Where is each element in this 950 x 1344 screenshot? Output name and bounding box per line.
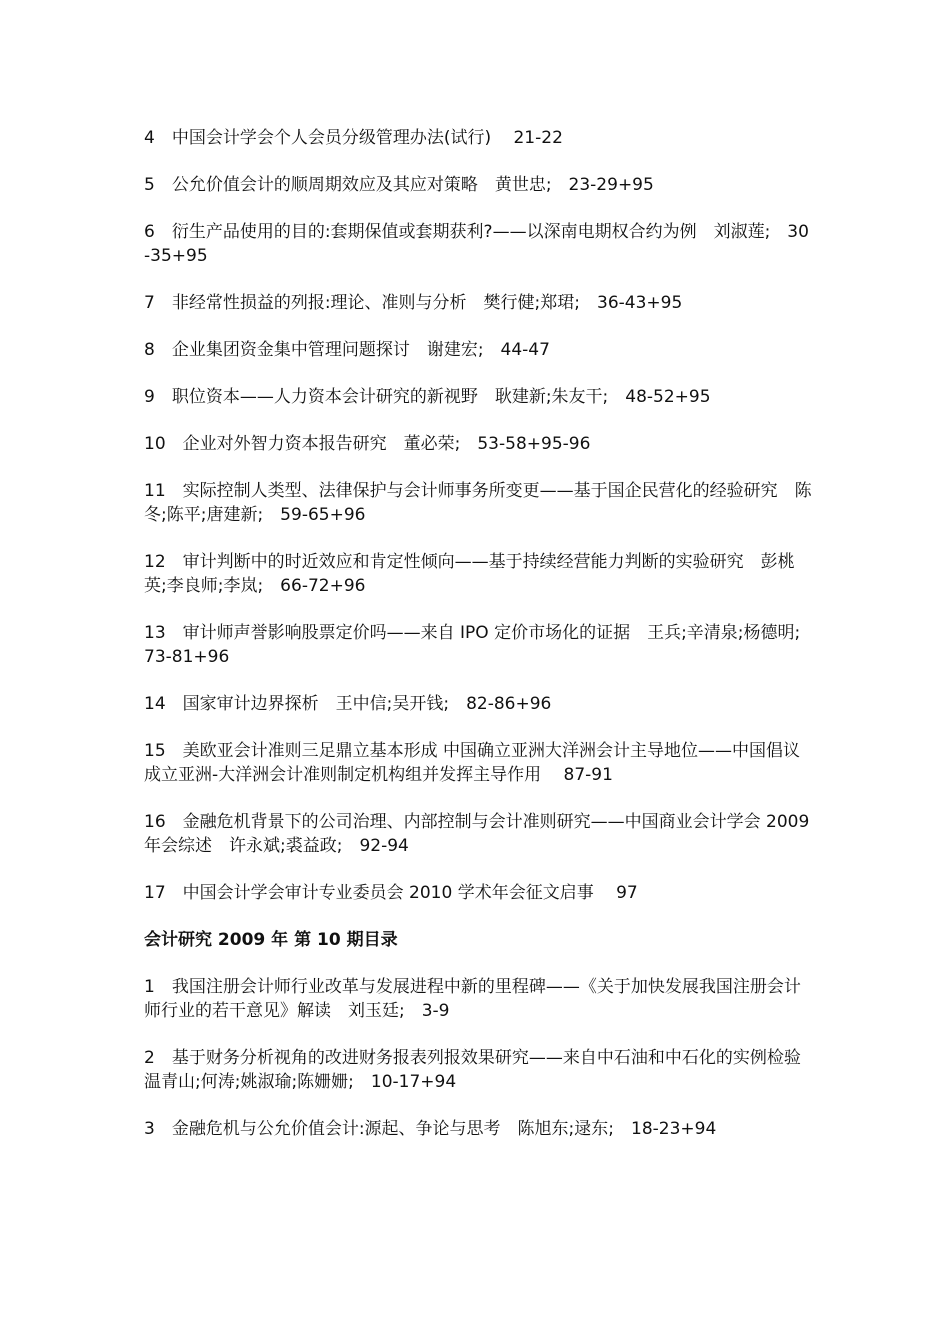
toc-entry-8: 8 企业集团资金集中管理问题探讨 谢建宏; 44-47 bbox=[144, 340, 550, 360]
toc-entry-11: 11 实际控制人类型、法律保护与会计师事务所变更——基于国企民营化的经验研究 陈冬;陈平;唐建新; 59-65+96 bbox=[144, 481, 812, 525]
toc-entry-6: 6 衍生产品使用的目的:套期保值或套期获利?——以深南电期权合约为例 刘淑莲; 30-35+95 bbox=[144, 222, 809, 266]
toc-entry-7: 7 非经常性损益的列报:理论、准则与分析 樊行健;郑珺; 36-43+95 bbox=[144, 293, 683, 313]
toc-entry-4: 4 中国会计学会个人会员分级管理办法(试行) 21-22 bbox=[144, 128, 563, 148]
toc-entry-12: 12 审计判断中的时近效应和肯定性倾向——基于持续经营能力判断的实验研究 彭桃英;李良师;李岚; 66-72+96 bbox=[144, 552, 795, 596]
toc-entry-17: 17 中国会计学会审计专业委员会 2010 学术年会征文启事 97 bbox=[144, 883, 638, 903]
toc-entry-3: 3 金融危机与公允价值会计:源起、争论与思考 陈旭东;逯东; 18-23+94 bbox=[144, 1119, 717, 1139]
issue-section-heading: 会计研究 2009 年 第 10 期目录 bbox=[144, 930, 398, 950]
toc-entry-14: 14 国家审计边界探析 王中信;吴开钱; 82-86+96 bbox=[144, 694, 552, 714]
toc-entry-5: 5 公允价值会计的顺周期效应及其应对策略 黄世忠; 23-29+95 bbox=[144, 175, 654, 195]
document-page bbox=[144, 126, 818, 1164]
toc-entry-2: 2 基于财务分析视角的改进财务报表列报效果研究——来自中石油和中石化的实例检验 温青山;何涛;姚淑瑜;陈姗姗; 10-17+94 bbox=[144, 1048, 818, 1092]
toc-entry-9: 9 职位资本——人力资本会计研究的新视野 耿建新;朱友干; 48-52+95 bbox=[144, 387, 711, 407]
toc-entry-16: 16 金融危机背景下的公司治理、内部控制与会计准则研究——中国商业会计学会 2009 年会综述 许永斌;裘益政; 92-94 bbox=[144, 812, 815, 856]
toc-entry-15: 15 美欧亚会计准则三足鼎立基本形成 中国确立亚洲大洋洲会计主导地位——中国倡议成立亚洲-大洋洲会计准则制定机构组并发挥主导作用 87-91 bbox=[144, 741, 801, 785]
toc-entry-10: 10 企业对外智力资本报告研究 董必荣; 53-58+95-96 bbox=[144, 434, 591, 454]
toc-entry-13: 13 审计师声誉影响股票定价吗——来自 IPO 定价市场化的证据 王兵;辛清泉;杨德明; 73-81+96 bbox=[144, 623, 818, 667]
toc-entry-1: 1 我国注册会计师行业改革与发展进程中新的里程碑——《关于加快发展我国注册会计师行业的若干意见》解读 刘玉廷; 3-9 bbox=[144, 977, 801, 1021]
